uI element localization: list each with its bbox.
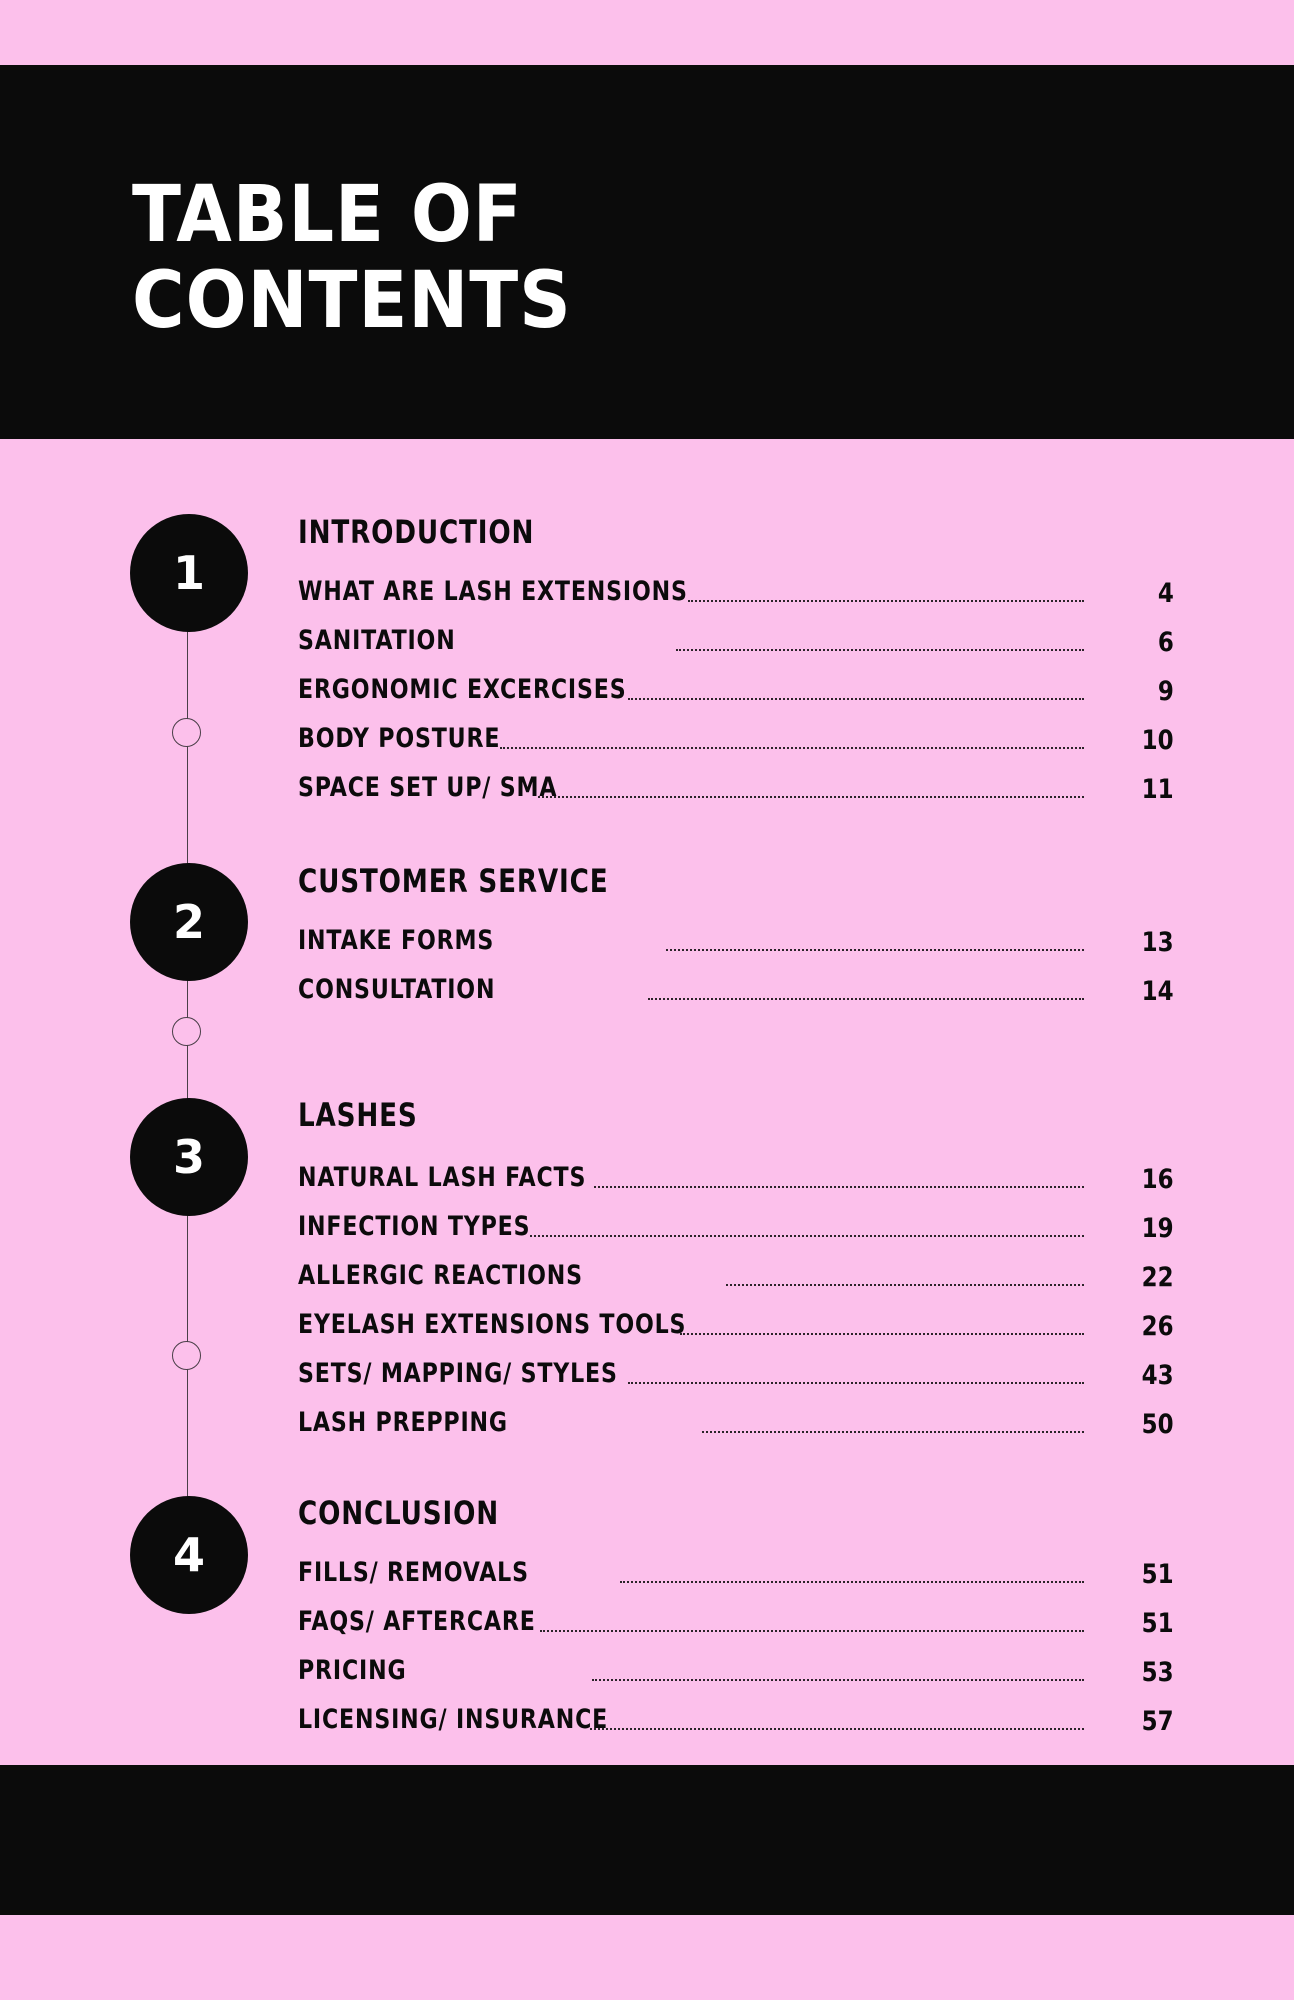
- timeline-node: [172, 1017, 201, 1046]
- toc-entry-page: 51: [1142, 1608, 1174, 1639]
- toc-entry[interactable]: [298, 1357, 1174, 1395]
- toc-entry[interactable]: [298, 722, 1174, 760]
- section-heading-conclusion: CONCLUSION: [298, 1494, 500, 1532]
- toc-entry[interactable]: [298, 1556, 1174, 1594]
- dot-leader: [590, 1728, 1084, 1730]
- footer-band: [0, 1765, 1294, 1915]
- dot-leader: [688, 600, 1084, 602]
- toc-entry-page: 4: [1158, 578, 1174, 609]
- toc-entry-label: LASH PREPPING: [298, 1407, 508, 1438]
- toc-entry-label: CONSULTATION: [298, 974, 496, 1005]
- toc-entry[interactable]: [298, 924, 1174, 962]
- toc-entry-label: FILLS/ REMOVALS: [298, 1557, 529, 1588]
- toc-entry[interactable]: [298, 1210, 1174, 1248]
- page-title-line-1: TABLE OF: [132, 170, 523, 260]
- timeline-node: [172, 1341, 201, 1370]
- dot-leader: [628, 1382, 1084, 1384]
- toc-entry-page: 22: [1142, 1262, 1174, 1293]
- toc-entry-page: 50: [1142, 1409, 1174, 1440]
- toc-entry[interactable]: [298, 1161, 1174, 1199]
- dot-leader: [594, 1186, 1084, 1188]
- section-number-badge: 4: [130, 1496, 248, 1614]
- toc-entry-label: SANITATION: [298, 625, 456, 656]
- toc-entry-page: 43: [1142, 1360, 1174, 1391]
- toc-entry-page: 6: [1158, 627, 1174, 658]
- toc-entry[interactable]: [298, 1406, 1174, 1444]
- toc-entry-page: 16: [1142, 1164, 1174, 1195]
- toc-entry-page: 10: [1142, 725, 1174, 756]
- dot-leader: [500, 747, 1084, 749]
- dot-leader: [648, 998, 1084, 1000]
- dot-leader: [628, 698, 1084, 700]
- toc-entry-label: INTAKE FORMS: [298, 925, 495, 956]
- toc-entry-page: 13: [1142, 927, 1174, 958]
- toc-entry-label: WHAT ARE LASH EXTENSIONS: [298, 576, 688, 607]
- section-number-badge: 2: [130, 863, 248, 981]
- page-title: [132, 172, 572, 344]
- section-number-badge: 1: [130, 514, 248, 632]
- toc-entry-label: SETS/ MAPPING/ STYLES: [298, 1358, 618, 1389]
- toc-entry-page: 11: [1142, 774, 1174, 805]
- dot-leader: [726, 1284, 1084, 1286]
- dot-leader: [538, 796, 1084, 798]
- toc-entry-page: 19: [1142, 1213, 1174, 1244]
- toc-entry-page: 9: [1158, 676, 1174, 707]
- toc-entry[interactable]: [298, 575, 1174, 613]
- toc-entry-label: NATURAL LASH FACTS: [298, 1162, 587, 1193]
- toc-entry[interactable]: [298, 673, 1174, 711]
- dot-leader: [540, 1630, 1084, 1632]
- toc-entry[interactable]: [298, 771, 1174, 809]
- toc-entry[interactable]: [298, 973, 1174, 1011]
- section-heading-lashes: LASHES: [298, 1096, 418, 1134]
- page-title-line-2: CONTENTS: [132, 256, 572, 346]
- toc-entry-label: SPACE SET UP/ SMA: [298, 772, 558, 803]
- toc-entry[interactable]: [298, 1703, 1174, 1741]
- toc-entry-label: LICENSING/ INSURANCE: [298, 1704, 609, 1735]
- timeline-line: [187, 572, 188, 1520]
- toc-entry-label: FAQS/ AFTERCARE: [298, 1606, 536, 1637]
- timeline-node: [172, 718, 201, 747]
- toc-entry-label: INFECTION TYPES: [298, 1211, 531, 1242]
- toc-entry-label: ALLERGIC REACTIONS: [298, 1260, 583, 1291]
- section-heading-introduction: INTRODUCTION: [298, 513, 535, 551]
- dot-leader: [676, 649, 1084, 651]
- toc-entry[interactable]: [298, 1308, 1174, 1346]
- dot-leader: [620, 1581, 1084, 1583]
- dot-leader: [680, 1333, 1084, 1335]
- toc-entry-label: BODY POSTURE: [298, 723, 501, 754]
- toc-entry-page: 53: [1142, 1657, 1174, 1688]
- dot-leader: [666, 949, 1084, 951]
- toc-entry-page: 51: [1142, 1559, 1174, 1590]
- toc-entry[interactable]: [298, 1605, 1174, 1643]
- toc-entry-page: 57: [1142, 1706, 1174, 1737]
- section-number-badge: 3: [130, 1098, 248, 1216]
- toc-entry[interactable]: [298, 1259, 1174, 1297]
- toc-entry-page: 26: [1142, 1311, 1174, 1342]
- toc-entry-page: 14: [1142, 976, 1174, 1007]
- dot-leader: [592, 1679, 1084, 1681]
- toc-entry-label: ERGONOMIC EXCERCISES: [298, 674, 627, 705]
- toc-entry[interactable]: [298, 1654, 1174, 1692]
- toc-entry-label: EYELASH EXTENSIONS TOOLS: [298, 1309, 687, 1340]
- toc-entry-label: PRICING: [298, 1655, 407, 1686]
- dot-leader: [530, 1235, 1084, 1237]
- section-heading-customer-service: CUSTOMER SERVICE: [298, 862, 609, 900]
- dot-leader: [702, 1431, 1084, 1433]
- toc-entry[interactable]: [298, 624, 1174, 662]
